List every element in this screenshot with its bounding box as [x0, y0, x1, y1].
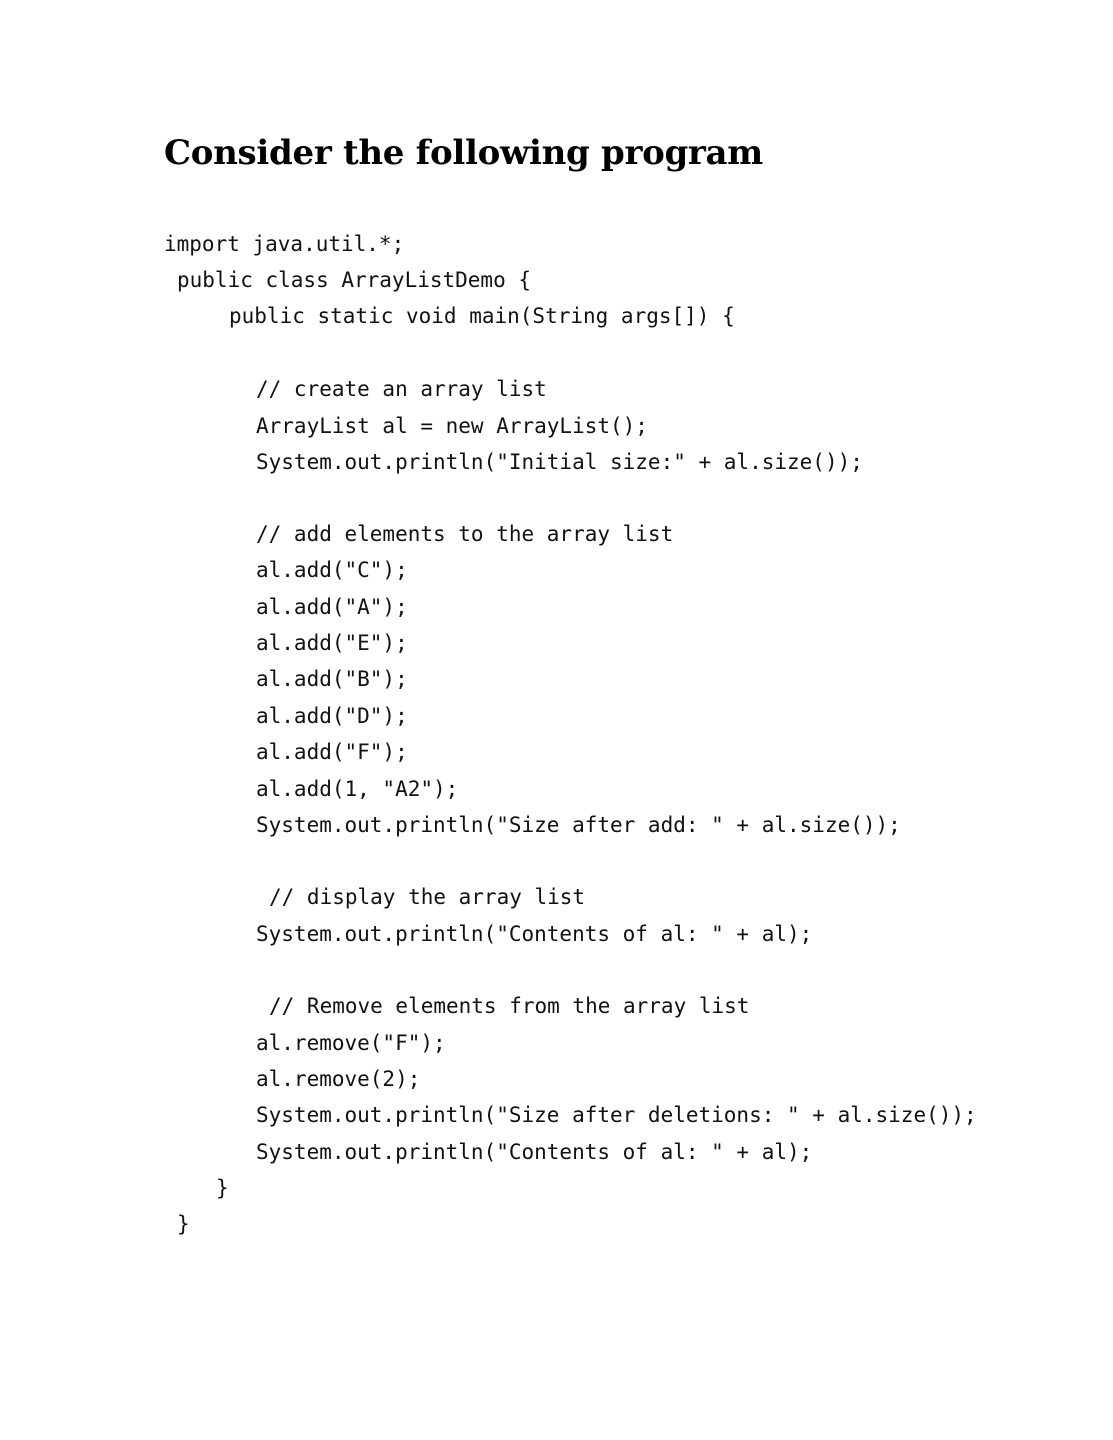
code-line: System.out.println("Contents of al: " + al);	[256, 922, 813, 946]
code-line: al.add("F");	[256, 740, 408, 764]
code-line: }	[216, 1176, 229, 1200]
code-line: al.add("E");	[256, 631, 408, 655]
code-line: System.out.println("Size after deletions: " + al.size());	[256, 1103, 977, 1127]
code-comment: // create an array list	[256, 377, 547, 401]
code-comment: // Remove elements from the array list	[269, 994, 750, 1018]
code-line: System.out.println("Size after add: " + al.size());	[256, 813, 901, 837]
code-line: public class ArrayListDemo {	[177, 268, 532, 292]
code-line: }	[177, 1212, 190, 1236]
code-line: ArrayList al = new ArrayList();	[256, 414, 648, 438]
code-line: public static void main(String args[]) {	[229, 304, 735, 328]
code-line: al.add("A");	[256, 595, 408, 619]
code-line: al.add("D");	[256, 704, 408, 728]
page-heading: Consider the following program	[164, 133, 763, 173]
code-comment: // display the array list	[269, 885, 586, 909]
code-line: import java.util.*;	[164, 232, 405, 256]
code-line: al.add("B");	[256, 667, 408, 691]
code-line: System.out.println("Initial size:" + al.size());	[256, 450, 863, 474]
code-comment: // add elements to the array list	[256, 522, 674, 546]
code-line: al.add(1, "A2");	[256, 777, 459, 801]
code-line: al.remove("F");	[256, 1031, 446, 1055]
code-line: System.out.println("Contents of al: " + al);	[256, 1140, 813, 1164]
code-line: al.add("C");	[256, 558, 408, 582]
code-line: al.remove(2);	[256, 1067, 421, 1091]
